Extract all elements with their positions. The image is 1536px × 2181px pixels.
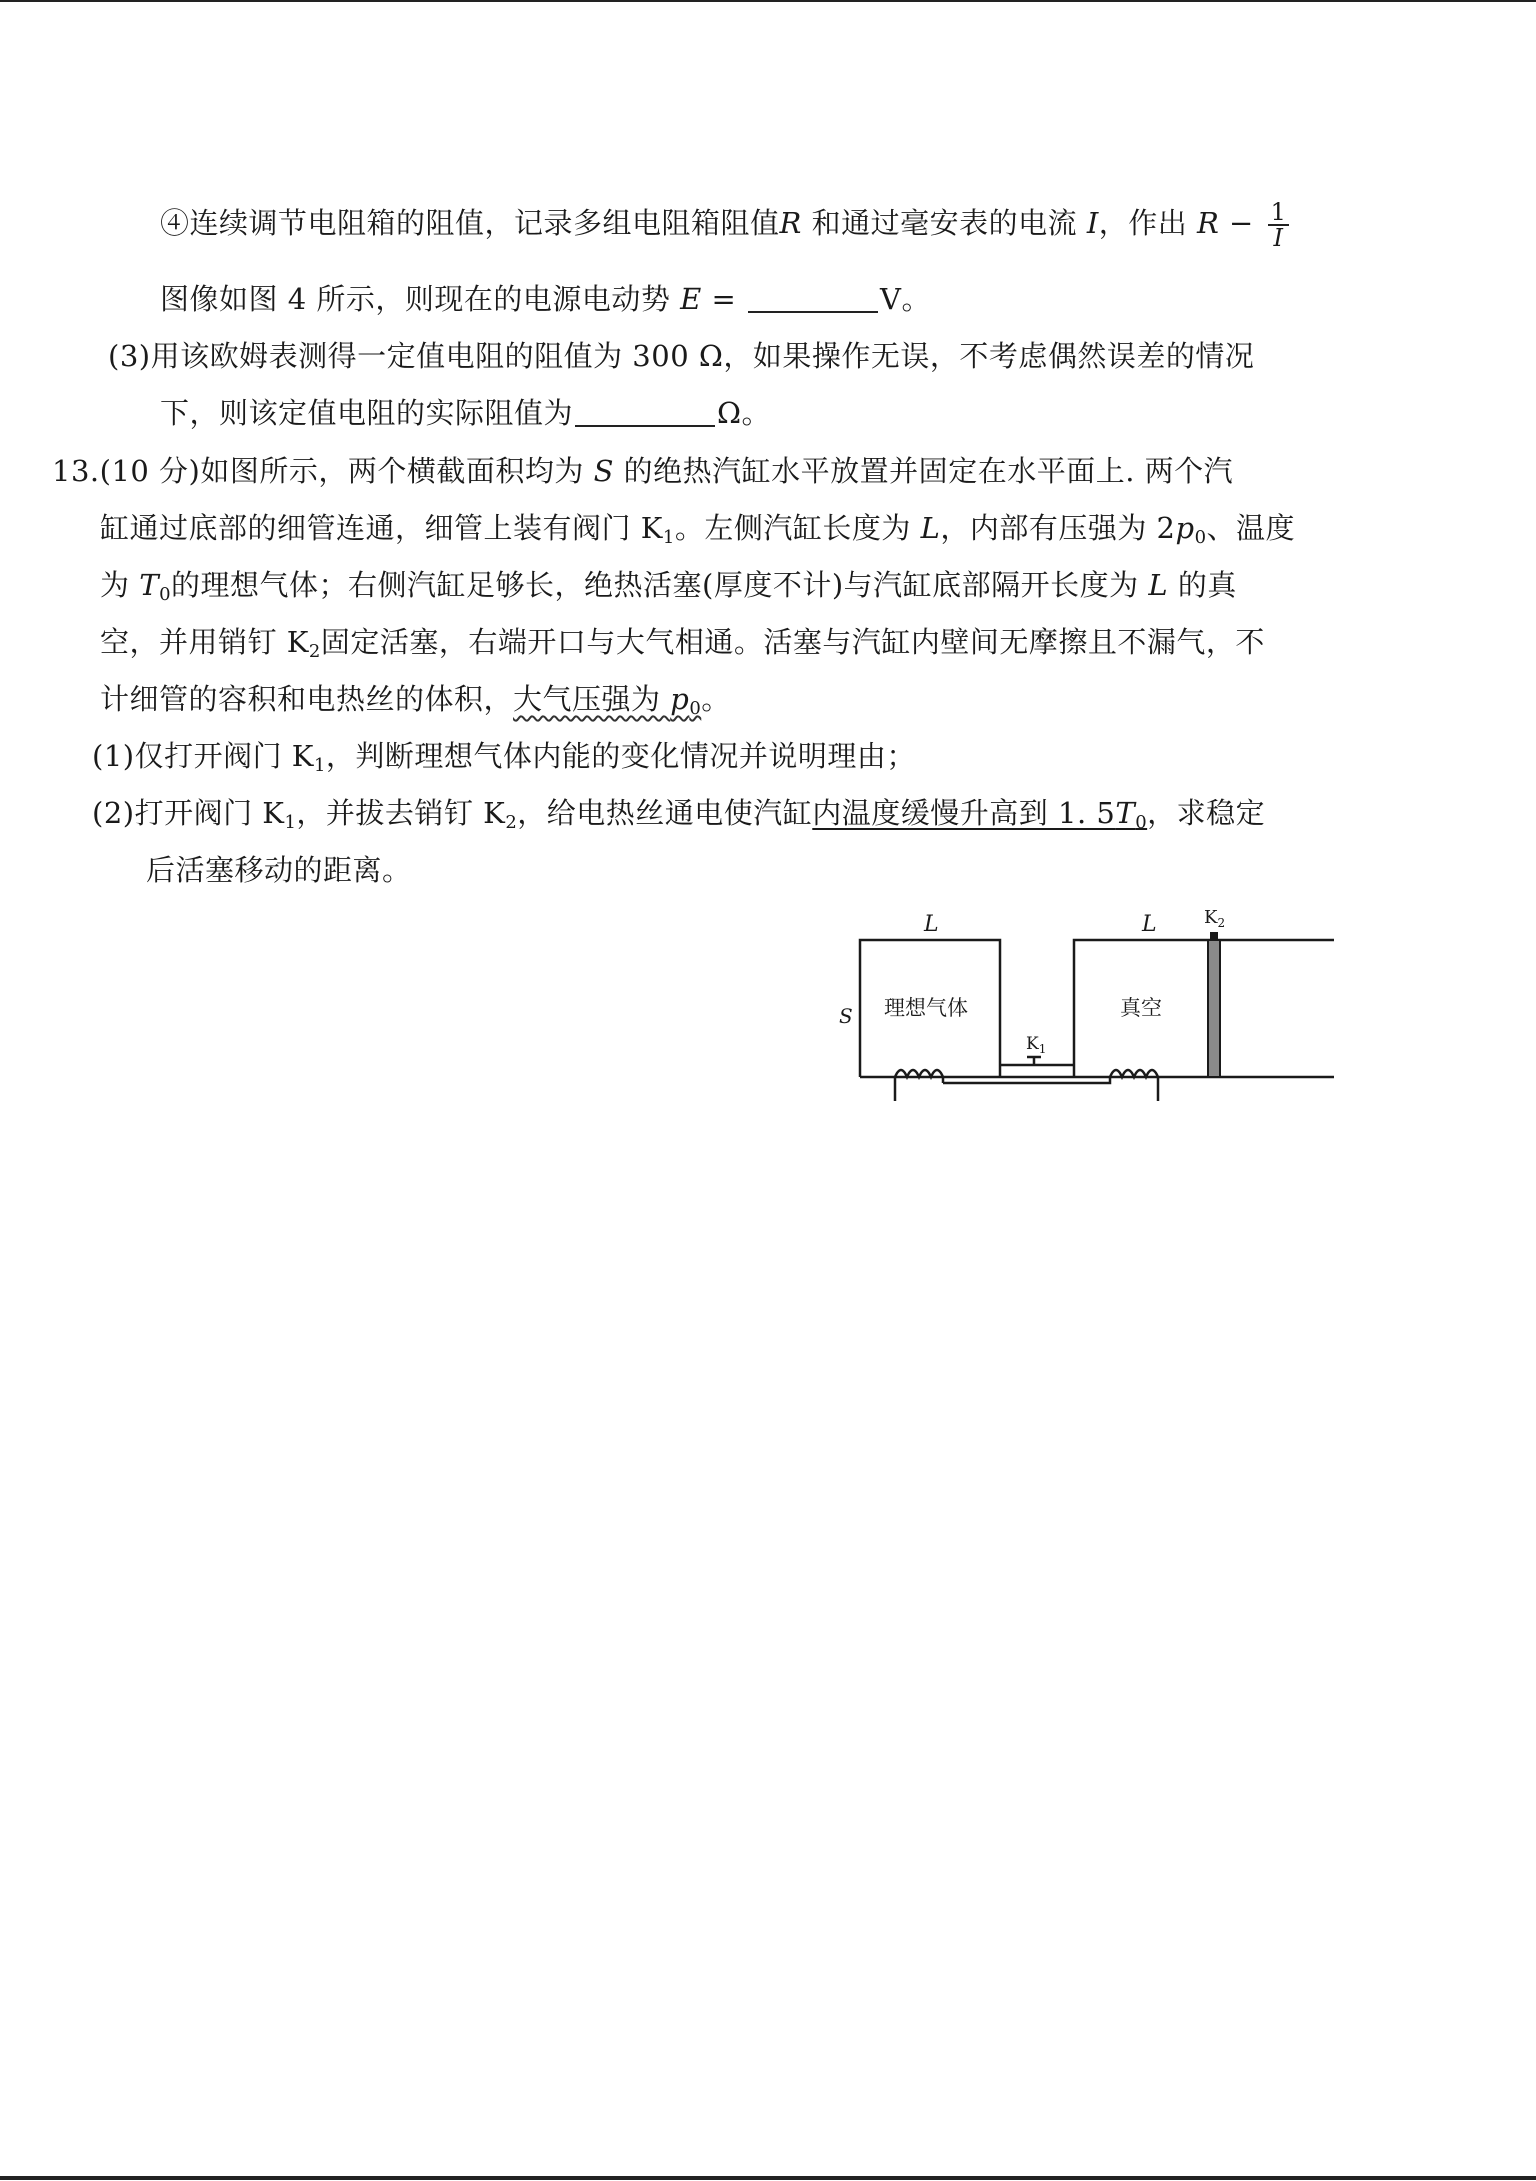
unit-ohm: Ω。 — [717, 396, 772, 430]
expr-R: R — [1197, 206, 1220, 240]
sub2-a: (2)打开阀门 K — [92, 796, 285, 830]
q13-l1-a: (10 分)如图所示，两个横截面积均为 — [99, 454, 594, 488]
fraction-1-over-I — [1268, 200, 1290, 250]
q13-line5 — [100, 679, 731, 719]
q13-l3-b: 的理想气体；右侧汽缸足够长，绝热活塞(厚度不计)与汽缸底部隔开长度为 — [171, 568, 1149, 602]
q13-l3-a: 为 — [100, 568, 140, 602]
piston — [1208, 940, 1220, 1077]
sub-0: 0 — [1135, 812, 1148, 833]
var-I: I — [1086, 206, 1099, 240]
q13-line2 — [100, 508, 1295, 548]
sub-1: 1 — [284, 812, 297, 833]
item4-text3: ，作出 — [1098, 206, 1197, 240]
q13-l5-a: 计细管的容积和电热丝的体积， — [100, 682, 514, 716]
item4-line1 — [160, 200, 1289, 250]
item4-line2-text: 图像如图 4 所示，则现在的电源电动势 — [160, 282, 681, 316]
label-K1 — [1026, 1034, 1046, 1056]
q13-l2-c: ，内部有压强为 2 — [940, 511, 1176, 545]
q3-text2: 下，则该定值电阻的实际阻值为 — [160, 396, 574, 430]
item4-text: 连续调节电阻箱的阻值，记录多组电阻箱阻值 — [189, 206, 780, 240]
var-L: L — [920, 511, 941, 545]
var-T: T — [1115, 796, 1136, 830]
sub-0: 0 — [159, 584, 172, 605]
page-bottom-edge — [0, 2176, 1536, 2180]
minus-sign: − — [1219, 206, 1264, 240]
sub-1: 1 — [662, 527, 675, 548]
q13-line3 — [100, 565, 1237, 605]
q13-l2-b: 。左侧汽缸长度为 — [674, 511, 921, 545]
label-L-left: L — [924, 912, 939, 937]
q13-l5-b: 大气压强为 — [513, 682, 671, 716]
item4-text2: 和通过毫安表的电流 — [801, 206, 1087, 240]
var-S: S — [593, 454, 614, 488]
q13-l4-a: 空，并用销钉 K — [100, 625, 309, 659]
sub-0: 0 — [1194, 527, 1207, 548]
sub2-d: 内温度缓慢升高到 1. 5 — [812, 796, 1116, 830]
label-K2-sub: 2 — [1217, 916, 1226, 930]
q13-l4-b: 固定活塞，右端开口与大气相通。活塞与汽缸内壁间无摩擦且不漏气，不 — [320, 625, 1265, 659]
page-top-edge — [0, 0, 1536, 2]
var-R: R — [779, 206, 802, 240]
label-K2 — [1204, 907, 1225, 930]
q13-line1 — [52, 451, 1233, 491]
sub2-e: ，求稳定 — [1147, 796, 1266, 830]
item4-line2 — [160, 279, 931, 319]
sub1-b: ，判断理想气体内能的变化情况并说明理由； — [325, 739, 916, 773]
var-p: p — [1175, 511, 1195, 545]
equals-sign: = — [701, 282, 747, 316]
question-number: 13. — [52, 454, 100, 488]
label-K2-letter: K — [1204, 907, 1218, 928]
right-cylinder-outline — [1074, 940, 1334, 1077]
q13-sub2-line2 — [146, 850, 412, 890]
q13-l2-d: 、温度 — [1206, 511, 1296, 545]
q3-line1 — [108, 336, 1254, 376]
item4-marker: ④ — [160, 206, 190, 240]
fraction-numerator: 1 — [1268, 200, 1290, 226]
q13-l5-c: 。 — [701, 682, 731, 716]
var-E: E — [680, 282, 702, 316]
sub1-a: (1)仅打开阀门 K — [92, 739, 314, 773]
pin-k2 — [1210, 932, 1218, 940]
sub-2: 2 — [308, 641, 321, 662]
q3-line2 — [160, 393, 771, 433]
answer-blank-resistance[interactable] — [575, 397, 715, 427]
label-ideal-gas: 理想气体 — [884, 996, 968, 1020]
underlined-temperature — [812, 796, 1148, 833]
label-S: S — [839, 1004, 853, 1028]
label-L-right: L — [1142, 912, 1157, 937]
sub2-b: ，并拔去销钉 K — [296, 796, 506, 830]
answer-blank-emf[interactable] — [748, 283, 878, 313]
sub2-c: ，给电热丝通电使汽缸 — [517, 796, 813, 830]
sub-2: 2 — [505, 812, 518, 833]
label-K1-sub: 1 — [1038, 1042, 1047, 1056]
q3-text: (3)用该欧姆表测得一定值电阻的阻值为 300 Ω，如果操作无误，不考虑偶然误差的情况 — [108, 339, 1255, 373]
label-vacuum: 真空 — [1120, 996, 1162, 1020]
sub2-line2: 后活塞移动的距离。 — [146, 853, 412, 887]
underlined-atmospheric-pressure — [513, 682, 702, 719]
cylinders-figure — [820, 905, 1336, 1105]
fraction-denominator: I — [1273, 224, 1284, 252]
q13-l3-c: 的真 — [1168, 568, 1237, 602]
q13-sub2 — [92, 793, 1265, 833]
var-T: T — [139, 568, 160, 602]
q13-sub1 — [92, 736, 916, 776]
q13-l2-a: 缸通过底部的细管连通，细管上装有阀门 K — [100, 511, 663, 545]
q13-line4 — [100, 622, 1265, 662]
var-p: p — [670, 682, 690, 716]
q13-l1-b: 的绝热汽缸水平放置并固定在水平面上. 两个汽 — [613, 454, 1234, 488]
sub-1: 1 — [313, 755, 326, 776]
var-L: L — [1148, 568, 1169, 602]
sub-0: 0 — [689, 698, 702, 719]
label-K1-letter: K — [1026, 1034, 1039, 1054]
unit-volt: V。 — [880, 282, 931, 316]
